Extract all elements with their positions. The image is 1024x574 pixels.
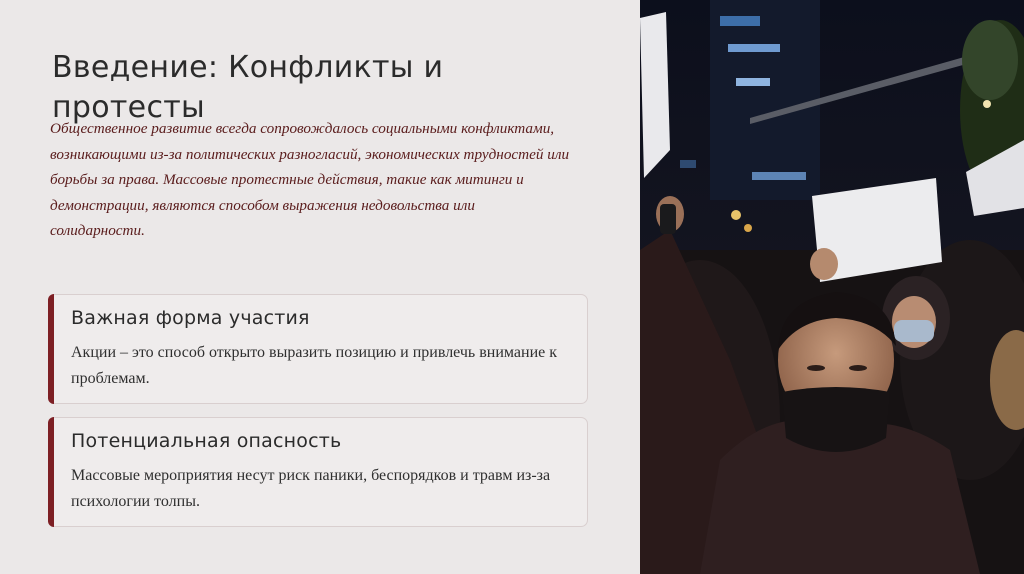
card-title: Потенциальная опасность [71,430,342,452]
info-card-participation [48,294,588,404]
card-body: Массовые мероприятия несут риск паники, беспорядков и травм из-за психологии толпы. [71,467,551,510]
protest-photo [640,0,1024,574]
intro-paragraph: Общественное развитие всегда сопровождалось социальными конфликтами, возникающими из-за политических разногласий, экономических трудностей или борьбы за права. Массовые протестные действия, такие как митинги и демонстрации, являются способом выражения недовольства или солидарности. [50,120,570,239]
slide-title: Введение: Конфликты и протесты [52,50,444,125]
info-card-danger [48,417,588,527]
card-body: Акции – это способ открыто выразить позицию и привлечь внимание к проблемам. [71,344,558,387]
card-accent-bar [48,294,54,404]
card-title: Важная форма участия [71,307,310,329]
card-accent-bar [48,417,54,527]
